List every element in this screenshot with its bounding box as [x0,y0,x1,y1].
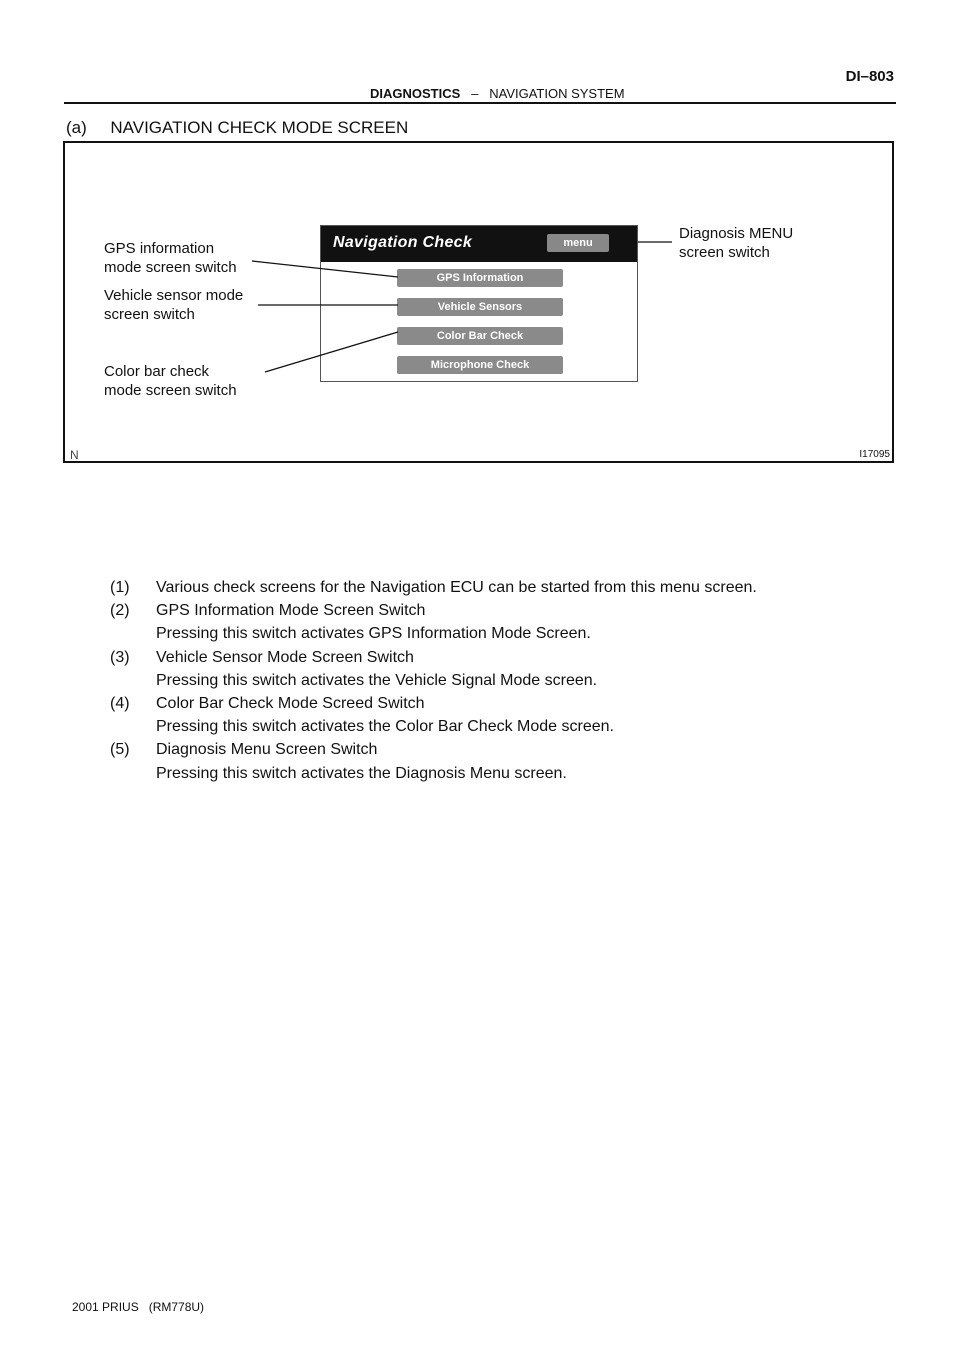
item-text: Diagnosis Menu Screen Switch [156,741,378,759]
item-text: Various check screens for the Navigation ECU can be started from this menu screen. [156,579,757,596]
item-number: (4) [110,695,130,713]
item-subtext: Pressing this switch activates the Color Bar Check Mode screen. [156,718,614,736]
section-heading: (a) NAVIGATION CHECK MODE SCREEN [66,118,409,137]
item-subtext: Pressing this switch activates GPS Information Mode Screen. [156,625,591,643]
callout-vehicle-sensor: Vehicle sensor mode screen switch [104,287,244,323]
list-item [110,576,757,599]
list-item [110,738,757,784]
figure-corner-mark: N [70,448,79,462]
callout-color-bar: Color bar check mode screen switch [104,363,237,399]
callout-gps: GPS information mode screen switch [104,240,237,276]
item-text: Vehicle Sensor Mode Screen Switch [156,648,414,666]
callout-diagnosis-menu: Diagnosis MENU screen switch [679,225,794,261]
list-item [110,599,757,645]
menu-button[interactable]: menu [547,234,609,252]
item-text: Color Bar Check Mode Screed Switch [156,695,425,713]
leader-gps [252,261,398,277]
gps-information-button[interactable]: GPS Information [397,269,563,287]
item-number: (5) [110,741,130,759]
page-number: DI–803 [845,68,894,85]
color-bar-check-button[interactable]: Color Bar Check [397,327,563,345]
list-item [110,646,757,692]
vehicle-sensors-button[interactable]: Vehicle Sensors [397,298,563,316]
item-text: GPS Information Mode Screen Switch [156,602,426,620]
header-separator: – [471,86,479,101]
leader-color [265,332,398,372]
item-subtext: Pressing this switch activates the Diagnosis Menu screen. [156,764,567,782]
microphone-check-button[interactable]: Microphone Check [397,356,563,374]
figure-id: I17095 [859,449,890,460]
description-list [110,576,757,785]
list-item [110,692,757,738]
footer: 2001 PRIUS (RM778U) [72,1300,205,1314]
item-subtext: Pressing this switch activates the Vehicle Signal Mode screen. [156,671,598,689]
item-number: (2) [110,602,130,620]
screen-title: Navigation Check [333,234,473,251]
item-number: (1) [110,579,130,596]
item-number: (3) [110,648,130,666]
header-section: DIAGNOSTICS [370,86,461,101]
header-subsection: NAVIGATION SYSTEM [489,86,625,101]
